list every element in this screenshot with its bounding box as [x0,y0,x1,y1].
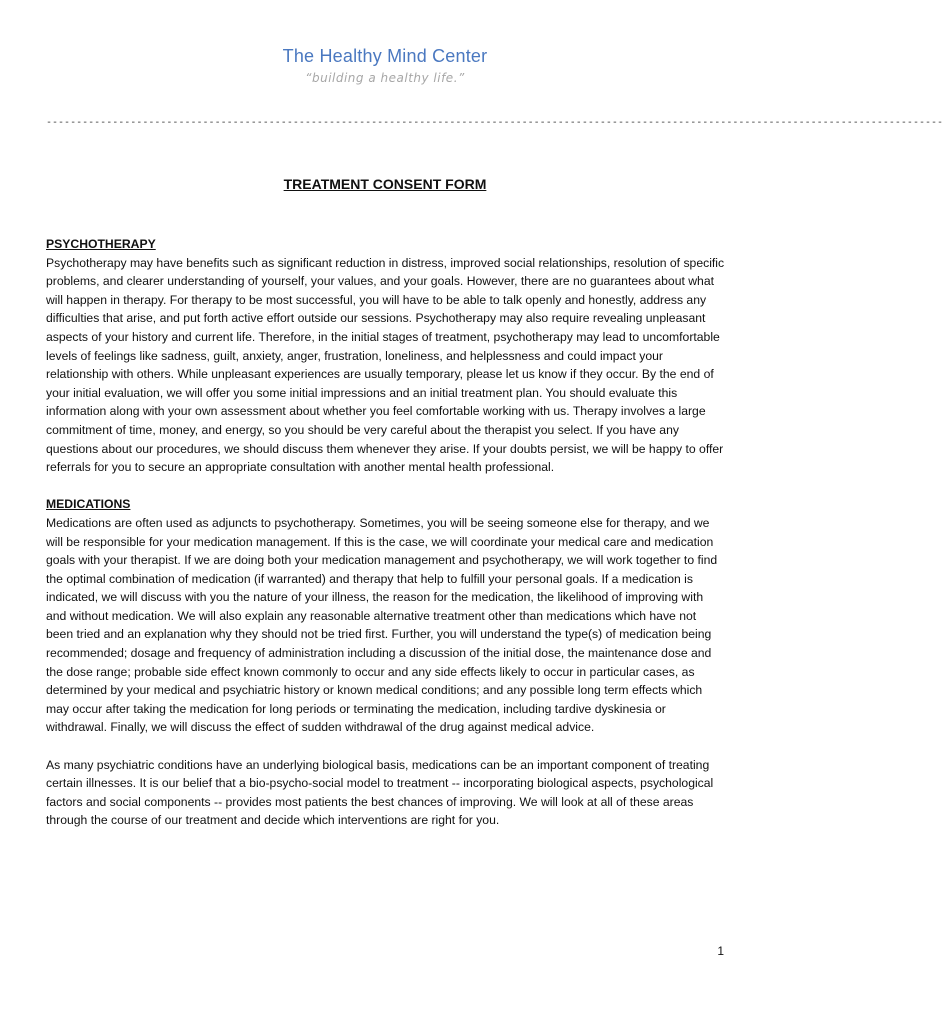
medications-paragraph-2: As many psychiatric conditions have an underlying biological basis, medications can be an important component of treating certain illnesses. It is our belief that a bio-psycho-social model to treatment -- incorporating biological aspects, psychological factors and social components -- provides most patients the best chances of improving. We will look at all of these areas through the course of our treatment and decide which interventions are right for you. [46,757,714,828]
document-body [46,235,726,830]
section-psychotherapy [46,235,726,477]
organization-name: The Healthy Mind Center [282,46,488,66]
psychotherapy-paragraph: Psychotherapy may have benefits such as significant reduction in distress, improved social relationships, resolution of specific problems, and clearer understanding of yourself, your values, and your goals. However, there are no guarantees about what will happen in therapy. For therapy to be most successful, you will have to be able to talk openly and honestly, address any difficulties that arise, and put forth active effort outside our sessions. Psychotherapy may also require revealing unpleasant aspects of your history and current life. Therefore, in the initial stages of treatment, psychotherapy may lead to uncomfortable levels of feelings like sadness, guilt, anxiety, anger, frustration, loneliness, and helplessness and could impact your relationship with others. While unpleasant experiences are usually temporary, please let us know if they occur. By the end of your initial evaluation, we will offer you some initial impressions and an initial treatment plan. You should evaluate this information along with your own assessment about whether you feel comfortable working with us. Therapy involves a large commitment of time, money, and energy, so you should be very careful about the therapist you select. If you have any questions about our procedures, we should discuss them whenever they arise. If your doubts persist, we will be happy to offer referrals for you to secure an appropriate consultation with another mental health professional. [46,255,725,475]
letterhead [0,46,770,85]
medications-paragraph: Medications are often used as adjuncts to psychotherapy. Sometimes, you will be seeing someone else for therapy, and we will be responsible for your medication management. If this is the case, we will coordinate your medical care and medication goals with your therapist. If we are doing both your medication management and psychotherapy, we will work together to find the optimal combination of medication (if warranted) and therapy that help to fulfill your personal goals. If a medication is indicated, we will discuss with you the nature of your illness, the reason for the medication, the likelihood of improving with and without medication. We will also explain any reasonable alternative treatment other than medications which have not been tried and an explanation why they should not be tried first. Further, you will understand the type(s) of medication being recommended; dosage and frequency of administration including a discussion of the initial dose, the maintenance dose and the dose range; probable side effect known commonly to occur and any side effects likely to occur in particular cases, as determined by your medical and psychiatric history or known medical conditions; and any possible long term effects which may occur after taking the medication for long periods or terminating the medication, including tardive dyskinesia or withdrawal. Finally, we will discuss the effect of sudden withdrawal of the drug against medical advice. [46,515,718,735]
section-heading-medications: MEDICATIONS [46,497,131,512]
organization-tagline: “building a healthy life.” [305,71,465,85]
section-medications [46,495,726,830]
section-heading-psychotherapy: PSYCHOTHERAPY [46,237,156,251]
form-title: TREATMENT CONSENT FORM [283,176,487,192]
header-divider: ----------------------------------------------------------------------------------------------------------------------------------------------------- [46,117,943,128]
page-number: 1 [717,944,724,958]
